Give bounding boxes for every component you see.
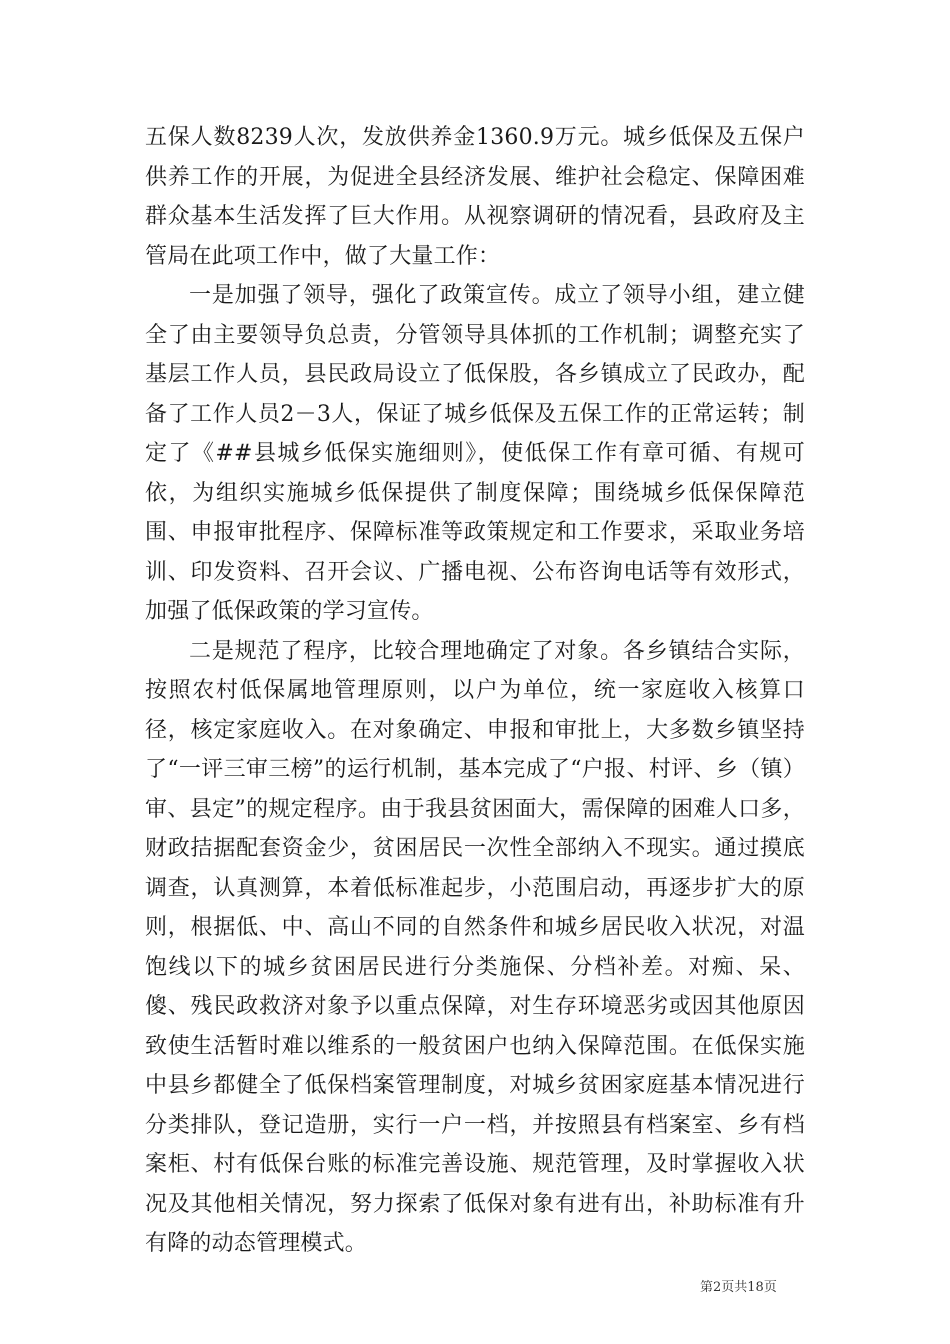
body-text xyxy=(145,118,805,1264)
paragraph-2: 一是加强了领导，强化了政策宣传。成立了领导小组，建立健全了由主要领导负总责，分管领导具体抓的工作机制；调整充实了基层工作人员，县民政局设立了低保股，各乡镇成立了民政办，配备了工作人员2－3人，保证了城乡低保及五保工作的正常运转；制定了《##县城乡低保实施细则》，使低保工作有章可循、有规可依，为组织实施城乡低保提供了制度保障；围绕城乡低保保障范围、申报审批程序、保障标准等政策规定和工作要求，采取业务培训、印发资料、召开会议、广播电视、公布咨询电话等有效形式，加强了低保政策的学习宣传。 xyxy=(145,283,805,624)
paragraph-3: 二是规范了程序，比较合理地确定了对象。各乡镇结合实际，按照农村低保属地管理原则，以户为单位，统一家庭收入核算口径，核定家庭收入。在对象确定、申报和审批上，大多数乡镇坚持了“一评三审三榜”的运行机制，基本完成了“户报、村评、乡（镇）审、县定”的规定程序。由于我县贫困面大，需保障的困难人口多，财政拮据配套资金少，贫困居民一次性全部纳入不现实。通过摸底调查，认真测算，本着低标准起步，小范围启动，再逐步扩大的原则，根据低、中、高山不同的自然条件和城乡居民收入状况，对温饱线以下的城乡贫困居民进行分类施保、分档补差。对痴、呆、傻、残民政救济对象予以重点保障，对生存环境恶劣或因其他原因致使生活暂时难以维系的一般贫困户也纳入保障范围。在低保实施中县乡都健全了低保档案管理制度，对城乡贫困家庭基本情况进行分类排队，登记造册，实行一户一档，并按照县有档案室、乡有档案柜、村有低保台账的标准完善设施、规范管理，及时掌握收入状况及其他相关情况，努力探索了低保对象有进有出，补助标准有升有降的动态管理模式。 xyxy=(145,638,805,1256)
paragraph-1: 五保人数8239人次，发放供养金1360.9万元。城乡低保及五保户供养工作的开展，为促进全县经济发展、维护社会稳定、保障困难群众基本生活发挥了巨大作用。从视察调研的情况看，县政府及主管局在此项工作中，做了大量工作： xyxy=(145,125,805,269)
page-number: 第2页共18页 xyxy=(700,1280,777,1295)
